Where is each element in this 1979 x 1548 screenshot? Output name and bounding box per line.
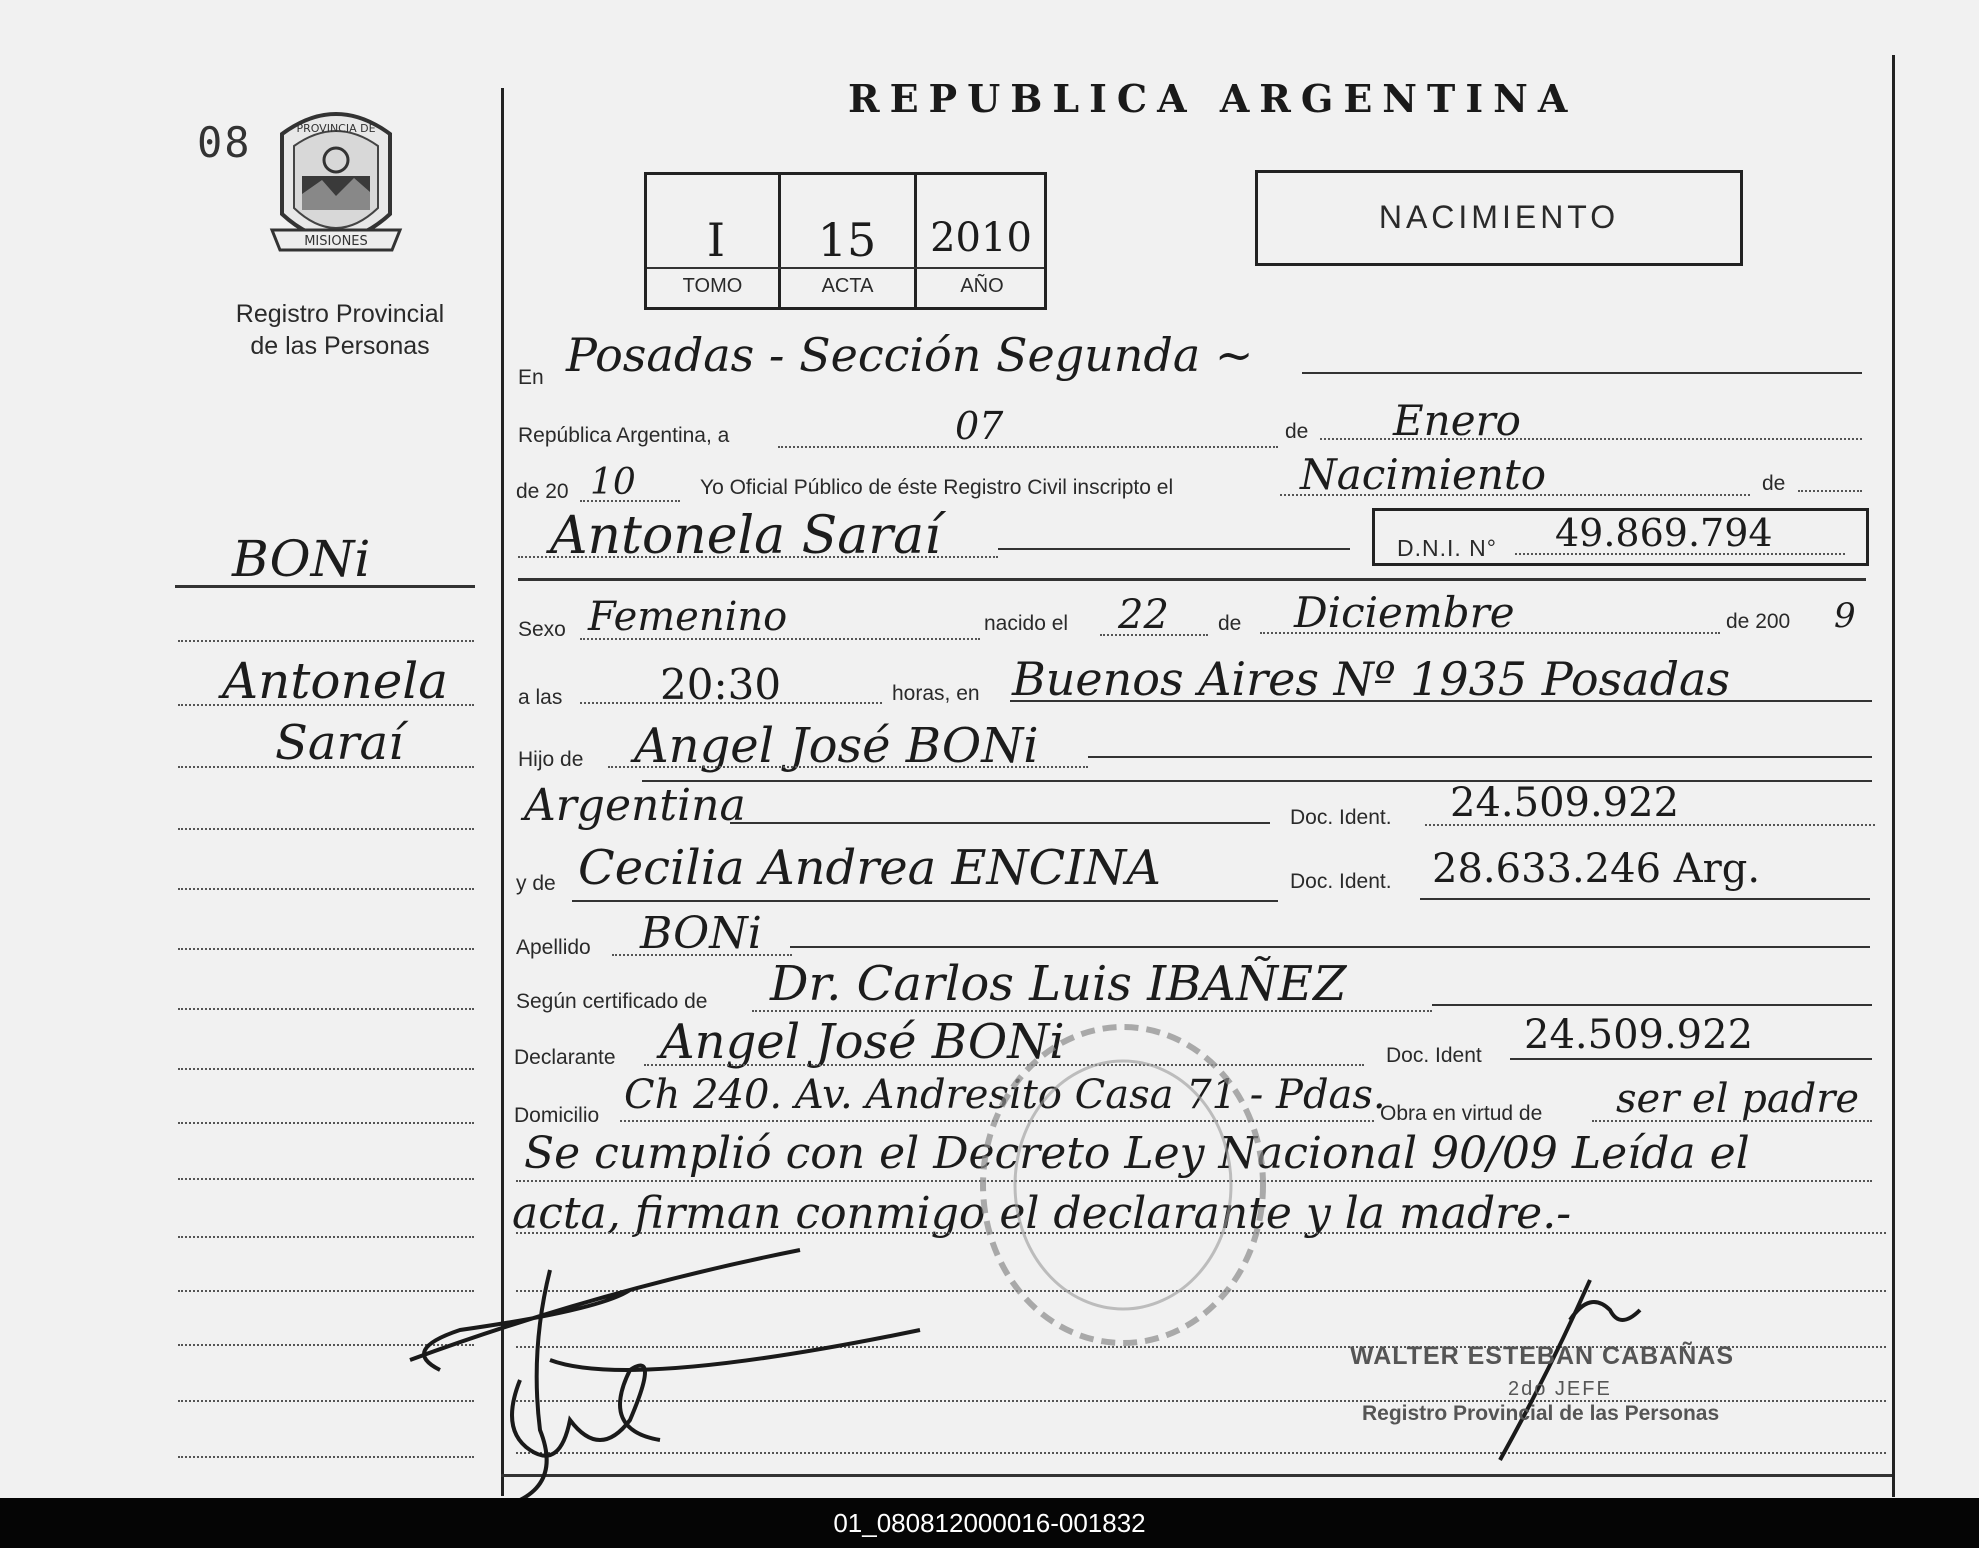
margin-line [178, 640, 474, 642]
rule [1592, 1120, 1872, 1122]
document-id-bar [0, 1498, 1979, 1548]
official-office: Registro Provincial de las Personas [1362, 1402, 1720, 1425]
rule [1088, 756, 1872, 758]
label-hijo: Hijo de [518, 748, 584, 771]
anio-label: AÑO [960, 275, 1004, 297]
label-a-las: a las [518, 686, 563, 709]
label-obra: Obra en virtud de [1380, 1102, 1543, 1125]
value-month: Enero [1393, 396, 1521, 445]
margin-given-name-1: Antonela [222, 652, 449, 710]
anio-value: 2010 [930, 215, 1032, 261]
label-en: En [518, 366, 544, 389]
value-year-suffix: 10 [590, 462, 636, 503]
record-id-table [644, 172, 1047, 310]
label-nacido: nacido el [984, 612, 1069, 635]
rule [1260, 632, 1720, 634]
value-sexo: Femenino [588, 594, 788, 640]
table-label-rule [647, 267, 1044, 269]
rule [730, 822, 1270, 824]
signature-left [400, 1230, 960, 1510]
value-location: Posadas - Sección Segunda ~ [566, 328, 1254, 382]
rule [518, 556, 998, 558]
label-apellido: Apellido [516, 936, 591, 959]
label-dni: D.N.I. N° [1397, 535, 1497, 561]
rule [790, 946, 1870, 948]
country-title: REPUBLICA ARGENTINA [848, 76, 1578, 121]
province-seal [262, 104, 410, 274]
label-declarante: Declarante [514, 1046, 616, 1069]
svg-text:PROVINCIA DE: PROVINCIA DE [296, 122, 376, 135]
value-father: Angel José BONi [634, 718, 1039, 774]
margin-given-name-2: Saraí [275, 715, 404, 771]
value-father-doc: 24.509.922 [1450, 780, 1680, 826]
rule [1100, 634, 1208, 636]
label-domicilio: Domicilio [514, 1104, 600, 1127]
section-rule [518, 578, 1866, 581]
margin-line [178, 948, 474, 950]
label-de-3: de [1218, 612, 1242, 635]
rule [778, 446, 1278, 448]
official-stamp [968, 1010, 1278, 1360]
label-sexo: Sexo [518, 618, 566, 641]
margin-line [178, 888, 474, 890]
rule [612, 954, 792, 956]
rule [642, 780, 1872, 782]
rule [580, 702, 882, 704]
registry-name [210, 298, 470, 362]
value-child-name: Antonela Saraí [550, 506, 941, 566]
value-day: 07 [955, 404, 1004, 448]
label-horas: horas, en [892, 682, 980, 705]
rule [1425, 824, 1875, 826]
rule [1302, 372, 1862, 374]
label-doc-ident-3: Doc. Ident [1386, 1044, 1482, 1067]
rule [1798, 490, 1862, 492]
label-oficial: Yo Oficial Público de éste Registro Civil inscripto el [700, 476, 1174, 499]
label-segun: Según certificado de [516, 990, 708, 1013]
label-doc-ident: Doc. Ident. [1290, 806, 1392, 829]
margin-surname: BONi [232, 530, 371, 588]
value-certificate: Dr. Carlos Luis IBAÑEZ [770, 956, 1347, 1012]
margin-line [178, 828, 474, 830]
svg-text:MISIONES: MISIONES [304, 234, 368, 249]
margin-line [178, 1008, 474, 1010]
rule [572, 900, 1278, 902]
official-name: WALTER ESTEBAN CABAÑAS [1350, 1342, 1735, 1370]
value-obra: ser el padre [1616, 1076, 1860, 1122]
notes-line-1: Se cumplió con el Decreto Ley Nacional 90/09 Leída el [524, 1128, 1750, 1179]
value-father-nationality: Argentina [524, 780, 746, 831]
notes-line-2: acta, firman conmigo el declarante y la madre.- [512, 1188, 1572, 1239]
label-republica: República Argentina, a [518, 424, 730, 447]
margin-surname-rule [175, 585, 475, 588]
rule [1010, 700, 1872, 702]
rule [1510, 1058, 1872, 1060]
value-birth-year-suffix: 9 [1834, 596, 1856, 636]
value-mother: Cecilia Andrea ENCINA [578, 840, 1161, 896]
label-de-20: de 20 [516, 480, 569, 503]
margin-line [178, 1068, 474, 1070]
right-frame-line [1892, 55, 1895, 1497]
margin-line [178, 766, 474, 768]
rule [1420, 898, 1870, 900]
value-place: Buenos Aires Nº 1935 Posadas [1012, 652, 1731, 706]
label-doc-ident-2: Doc. Ident. [1290, 870, 1392, 893]
value-inscribed: Nacimiento [1300, 450, 1547, 499]
value-time: 20:30 [660, 660, 782, 709]
acta-value: 15 [817, 213, 877, 267]
acta-label: ACTA [821, 275, 874, 297]
value-domicilio: Ch 240. Av. Andresito Casa 71 - Pdas. [624, 1072, 1386, 1118]
rule [580, 500, 680, 502]
rule [608, 766, 1088, 768]
rule [580, 638, 980, 640]
value-declarante: Angel José BONi [660, 1014, 1065, 1070]
value-dni: 49.869.794 [1555, 511, 1773, 555]
label-de-2: de [1762, 472, 1786, 495]
label-de: de [1285, 420, 1309, 443]
rule [1515, 553, 1845, 555]
margin-line [178, 1122, 474, 1124]
official-title: 2do JEFE [1508, 1378, 1612, 1400]
value-birth-month: Diciembre [1294, 588, 1515, 637]
margin-line [178, 704, 474, 706]
document-id: 01_080812000016-001832 [833, 1508, 1146, 1538]
dni-box [1372, 508, 1869, 566]
page-number: 08 [197, 118, 252, 167]
value-declarante-doc: 24.509.922 [1524, 1012, 1754, 1058]
record-type: NACIMIENTO [1378, 199, 1620, 235]
registry-name-line2: de las Personas [250, 332, 430, 360]
value-birth-day: 22 [1118, 592, 1169, 638]
rule [998, 548, 1350, 550]
value-apellido: BONi [640, 908, 762, 959]
tomo-value: I [706, 213, 726, 267]
value-mother-doc: 28.633.246 Arg. [1432, 846, 1761, 892]
record-type-box [1255, 170, 1743, 266]
margin-line [178, 1178, 474, 1180]
rule [1432, 1004, 1872, 1006]
registry-name-line1: Registro Provincial [235, 300, 445, 328]
label-de-2000: de 200 [1726, 610, 1791, 633]
tomo-label: TOMO [682, 275, 743, 297]
label-y-de: y de [516, 872, 556, 895]
